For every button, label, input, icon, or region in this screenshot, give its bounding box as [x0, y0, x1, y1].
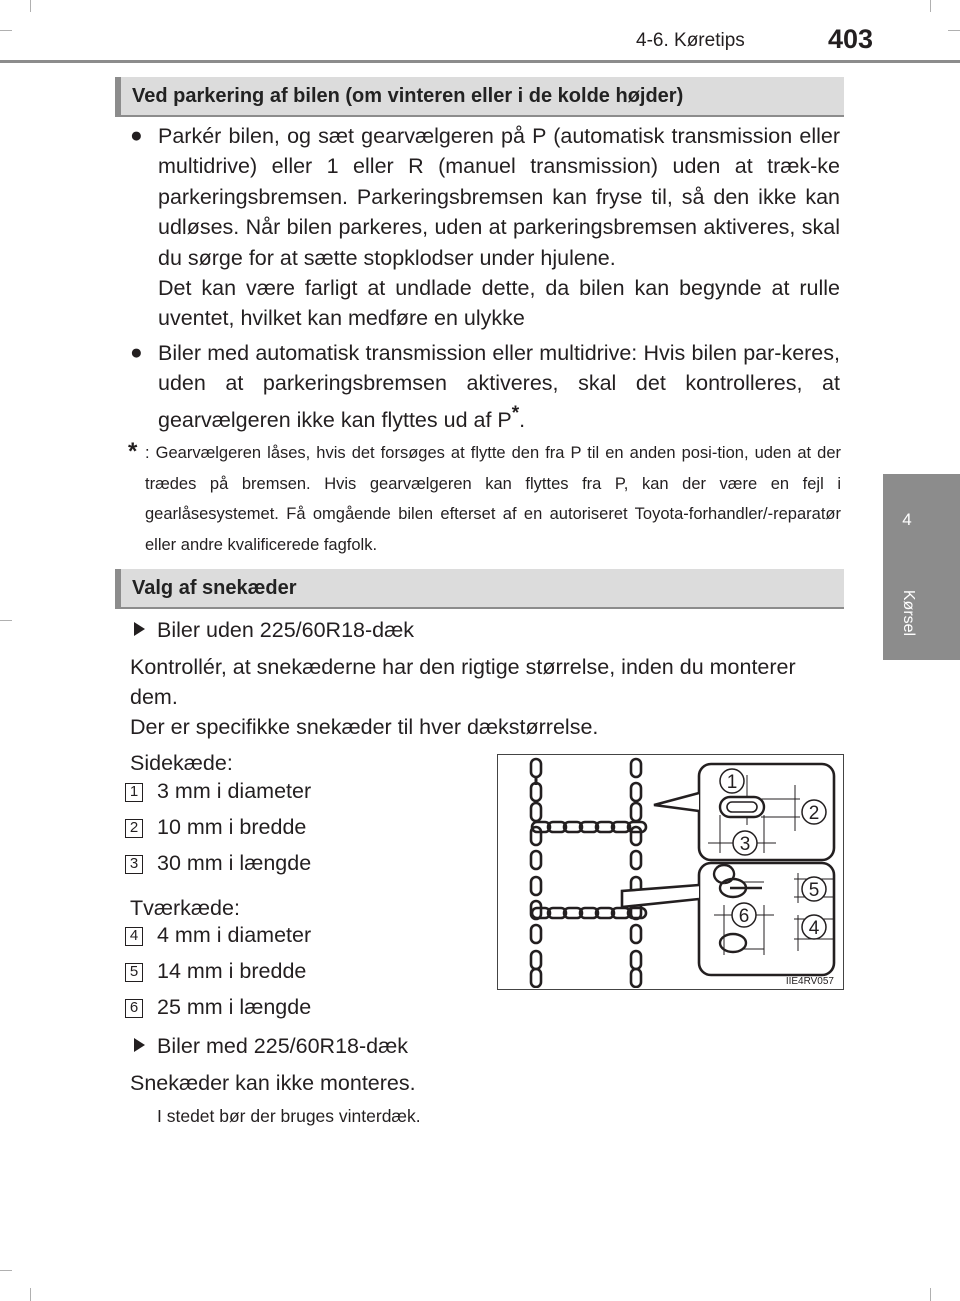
- svg-text:1: 1: [726, 772, 738, 793]
- chapter-label: Kørsel: [900, 589, 917, 637]
- bullet-paragraph: [130, 121, 840, 273]
- crop-mark: [30, 1288, 31, 1301]
- bullet-text: Det kan være farligt at undlade dette, da bilen kan begynde at rulle uventet, hvilket kan medføre en ulykke: [158, 276, 840, 331]
- side-chain-label: Sidekæde:: [130, 751, 233, 775]
- footnote-text: : Gearvælgeren låses, hvis det forsøges at flytte den fra P til en anden posi-tion, uden at der trædes på bremsen. Hvis gearvælgeren kan flyttes fra P, kan der være en fejl i gearlåsesystemet. Få omgående bilen efterset af en autoriseret Toyota-forhandler/-reparatør eller andre kvalificerede fagfolk.: [145, 444, 841, 554]
- spec-text: 30 mm i længde: [157, 851, 312, 875]
- callout-circle-1: [720, 769, 744, 793]
- spec-text: 10 mm i bredde: [157, 815, 307, 839]
- arrow-icon: [134, 622, 145, 636]
- crop-mark: [930, 1288, 931, 1301]
- subheading-with-tire: Biler med 225/60R18-dæk: [157, 1034, 408, 1058]
- callout-number: 6: [125, 999, 143, 1018]
- figure-code: IIE4RV057: [785, 976, 834, 987]
- snow-chain-diagram: [497, 754, 844, 990]
- callout-number: 5: [125, 963, 143, 982]
- bullet-icon: ●: [130, 341, 143, 364]
- page-number: 403: [828, 24, 874, 54]
- section-title: 4-6. Køretips: [636, 30, 745, 51]
- bullet-paragraph: [158, 338, 840, 435]
- callout-circle-3: [733, 831, 757, 855]
- bullet-icon: ●: [130, 124, 143, 147]
- note-text: Snekæder kan ikke monteres.: [130, 1071, 416, 1095]
- bullet-text: Biler med automatisk transmission eller multidrive: Hvis bilen par-keres, uden at parkeringsbremsen aktiveres, skal det kontrolleres, at gearvælgeren ikke kan flyttes ud af P: [158, 341, 840, 432]
- intro-paragraph: Kontrollér, at snekæderne har den rigtige størrelse, inden du monterer dem.: [130, 655, 796, 709]
- section-heading-snow-chains: [115, 569, 844, 609]
- crop-mark: [0, 30, 12, 31]
- callout-circle-6: [732, 903, 756, 927]
- spec-text: 4 mm i diameter: [157, 923, 312, 947]
- note-text-small: I stedet bør der bruges vinterdæk.: [157, 1106, 421, 1126]
- spec-text: 3 mm i diameter: [157, 779, 312, 803]
- section-heading-parking: [115, 77, 844, 117]
- subheading-without-tire: Biler uden 225/60R18-dæk: [157, 618, 414, 642]
- arrow-icon: [134, 1038, 145, 1052]
- cross-chain-1: [532, 822, 646, 832]
- footnote-ref: *: [511, 402, 520, 424]
- svg-text:2: 2: [808, 803, 820, 824]
- svg-text:5: 5: [808, 880, 820, 901]
- crop-mark: [0, 620, 12, 621]
- chapter-label-wrap: [885, 578, 931, 648]
- crop-mark: [948, 30, 960, 31]
- chapter-number: 4: [902, 510, 912, 529]
- spec-text: 14 mm i bredde: [157, 959, 307, 983]
- period: .: [519, 407, 526, 432]
- cross-chain-2: [532, 908, 646, 918]
- callout-circle-5: [802, 877, 826, 901]
- bullet-text: Parkér bilen, og sæt gearvælgeren på P (automatisk transmission eller multidrive) eller 1 eller R (manuel transmission) uden at træk-ke parkeringsbremsen. Parkeringsbremsen kan fryse til, så den ikke kan udløses. Når bilen parkeres, uden at parkeringsbremsen aktiveres, skal du sørge for at sætte stopklodser under hjulene.: [158, 124, 840, 270]
- callout-number: 4: [125, 927, 143, 946]
- callout-circle-4: [802, 915, 826, 939]
- callout-number: 1: [125, 783, 143, 802]
- svg-text:6: 6: [738, 906, 750, 927]
- svg-text:3: 3: [739, 834, 751, 855]
- footnote-marker: *: [128, 438, 138, 465]
- callout-number: 3: [125, 855, 143, 874]
- intro-paragraph-2: Der er specifikke snekæder til hver dækstørrelse.: [130, 715, 599, 739]
- svg-text:4: 4: [808, 918, 820, 939]
- crop-mark: [0, 1270, 12, 1271]
- side-chain-right: [631, 759, 641, 987]
- header-divider: [0, 60, 960, 63]
- cross-chain-label: Tværkæde:: [130, 896, 240, 920]
- footnote: [145, 438, 841, 560]
- crop-mark: [30, 0, 31, 12]
- heading-text: Valg af snekæder: [132, 577, 297, 599]
- heading-text: Ved parkering af bilen (om vinteren eller i de kolde højder): [132, 85, 684, 107]
- bullet-continuation: [158, 273, 840, 334]
- side-chain-left: [531, 759, 541, 987]
- heading-accent: [115, 569, 121, 607]
- callout-circle-2: [802, 800, 826, 824]
- crop-mark: [930, 0, 931, 12]
- callout-number: 2: [125, 819, 143, 838]
- chain-illustration: [498, 755, 842, 988]
- spec-text: 25 mm i længde: [157, 995, 312, 1019]
- heading-accent: [115, 77, 121, 115]
